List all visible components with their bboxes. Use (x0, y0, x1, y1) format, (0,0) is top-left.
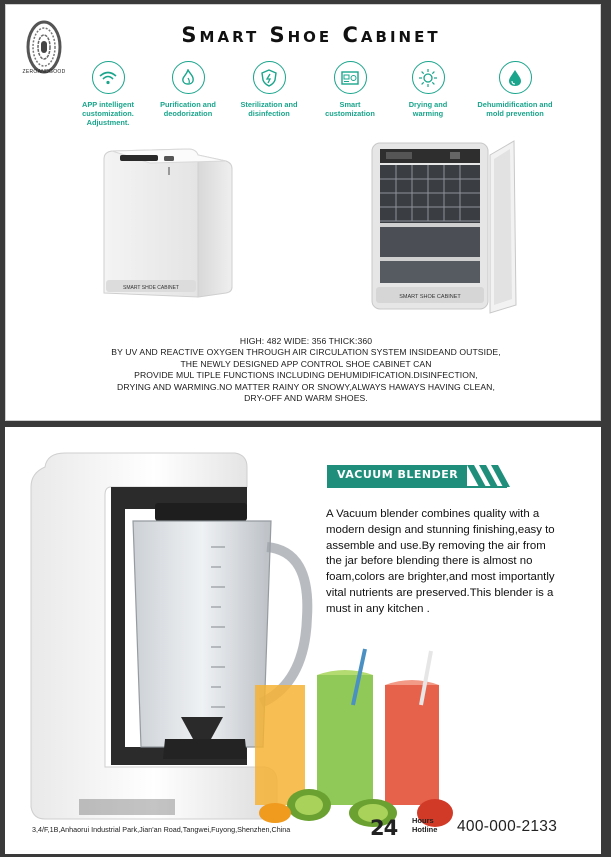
hotline-phone-number: 400-000-2133 (457, 818, 558, 835)
spec-line: PROVIDE MUL TIPLE FUNCTIONS INCLUDING DEHUMIDIFICATION.DISINFECTION, (134, 370, 478, 381)
closed-shoe-cabinet-image (98, 147, 236, 305)
description-line: must in any kitchen . (326, 602, 430, 615)
feature-label: APP intelligent (81, 100, 135, 109)
description-line: the jar before blending there is almost no (326, 555, 533, 568)
shield-icon (253, 61, 286, 94)
hotline-text: Hotline (412, 824, 438, 834)
cabinet-open-label: SMART SHOE CABINET (399, 294, 461, 300)
banner-title: VACUUM BLENDER (337, 468, 459, 481)
feature-label: Sterilization and (240, 100, 298, 109)
feature-label: Drying and (408, 100, 448, 109)
description-line: assemble and use.By removing the air from (326, 539, 546, 552)
feature-smart (310, 61, 390, 118)
brand-logo (23, 19, 65, 85)
hotline-label (412, 817, 437, 834)
spec-line: BY UV AND REACTIVE OXYGEN THROUGH AIR CIRCULATION SYSTEM INSIDEAND OUTSIDE, (111, 347, 501, 358)
droplet-icon (499, 61, 532, 94)
shoe-cabinet-panel (5, 4, 601, 421)
description-line: foam,colors are brighter,and most importantly (326, 571, 555, 584)
feature-label: Purification and (160, 100, 216, 109)
feature-label: Dehumidification and (477, 100, 553, 109)
feature-label: customization (325, 109, 375, 118)
description-line: modern design and stunning finishing,easy to (326, 523, 555, 536)
spec-line: DRYING AND WARMING.NO MATTER RAINY OR SNOWY,ALWAYS HAWAYS HAVING CLEAN, (117, 381, 495, 392)
feature-label: warming (412, 109, 444, 118)
feature-list (76, 61, 566, 131)
feature-label: mold prevention (486, 109, 544, 118)
spec-line: THE NEWLY DESIGNED APP CONTROL SHOE CABINET CAN (180, 358, 432, 369)
product-description (326, 507, 584, 618)
product-banner (327, 465, 517, 487)
sun-icon (412, 61, 445, 94)
page-title: Smart Shoe Cabinet (181, 23, 441, 47)
feature-dehumidification (467, 61, 563, 118)
company-address: 3,4/F,1B,Anhaorui Industrial Park,Jian'an Road,Tangwei,Fuyong,Shenzhen,China (32, 825, 291, 834)
vacuum-blender-panel (5, 427, 601, 854)
spec-line: DRY-OFF AND WARM SHOES. (244, 393, 368, 404)
specification-text (66, 336, 546, 404)
brand-name: ZEROANDGOOD (22, 69, 66, 75)
feature-label: deodorization (163, 109, 213, 118)
wifi-icon (92, 61, 125, 94)
hotline-hours-text: Hours (412, 816, 434, 825)
spec-line: HIGH: 482 WIDE: 356 THICK:360 (239, 336, 373, 346)
description-line: A Vacuum blender combines quality with a (326, 508, 540, 520)
hotline-hours-number: 24 (370, 816, 398, 840)
open-shoe-cabinet-image (366, 135, 526, 317)
control-panel-icon (334, 61, 367, 94)
feature-label: disinfection (248, 109, 290, 118)
feature-app (68, 61, 148, 127)
flame-icon (172, 61, 205, 94)
feature-sterilization (229, 61, 309, 118)
description-line: vital nutrients are preserved.This blender is a (326, 586, 554, 599)
feature-purification (148, 61, 228, 118)
cabinet-label: SMART SHOE CABINET (123, 285, 179, 291)
feature-label: customization. Adjustment. (82, 109, 134, 127)
feature-drying (388, 61, 468, 118)
feature-label: Smart (339, 100, 361, 109)
fruit-juice-image (245, 645, 460, 830)
stripes-icon (465, 465, 517, 487)
